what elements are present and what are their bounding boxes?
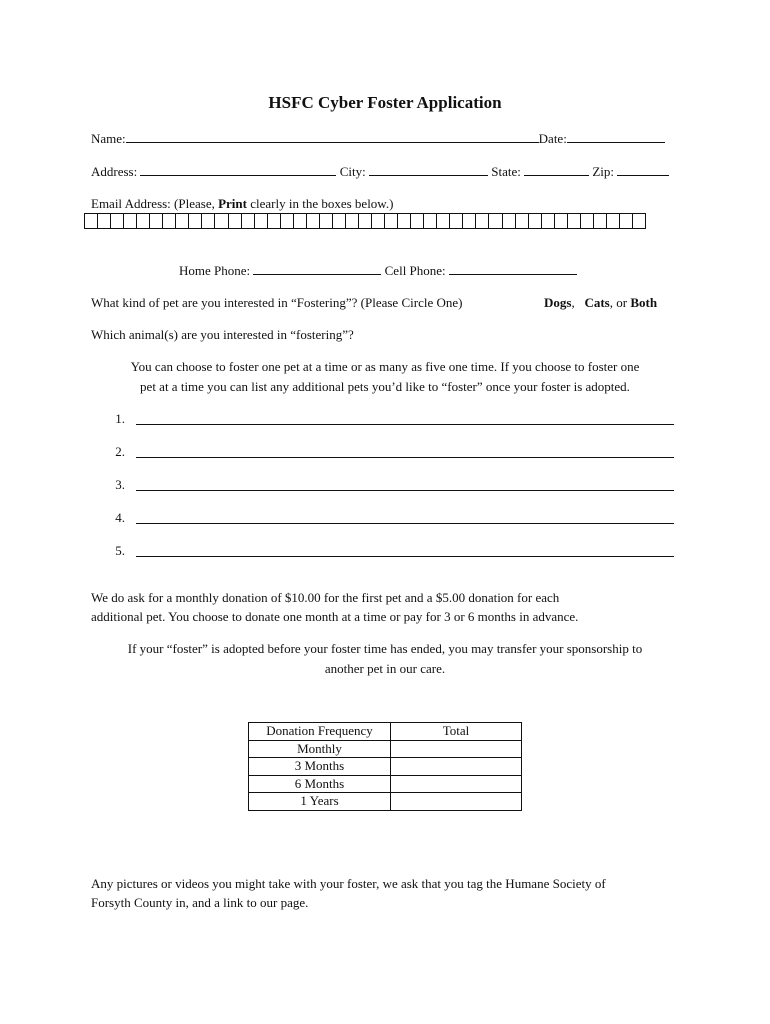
- animal-line-4[interactable]: [136, 523, 674, 524]
- option-separator-1: ,: [571, 295, 575, 310]
- state-label: State:: [491, 164, 521, 179]
- email-char-box[interactable]: [84, 213, 98, 229]
- email-char-box[interactable]: [214, 213, 228, 229]
- page-title: HSFC Cyber Foster Application: [268, 93, 502, 112]
- email-char-box[interactable]: [619, 213, 633, 229]
- row-frequency-monthly: Monthly: [249, 740, 391, 758]
- list-number-3: 3.: [115, 477, 125, 492]
- row-total-monthly[interactable]: [391, 740, 522, 758]
- email-char-box[interactable]: [541, 213, 555, 229]
- email-char-box[interactable]: [502, 213, 516, 229]
- option-both[interactable]: Both: [630, 295, 658, 310]
- email-char-box[interactable]: [515, 213, 529, 229]
- donation-line-2: additional pet. You choose to donate one month at a time or pay for 3 or 6 months in advance.: [91, 609, 579, 624]
- name-date-row: [91, 131, 665, 147]
- email-label: [91, 196, 393, 212]
- list-number-4: 4.: [115, 510, 125, 525]
- email-char-box[interactable]: [201, 213, 215, 229]
- row-total-6-months[interactable]: [391, 775, 522, 793]
- email-char-box[interactable]: [97, 213, 111, 229]
- email-char-box[interactable]: [554, 213, 568, 229]
- email-char-box[interactable]: [175, 213, 189, 229]
- email-label-post: clearly in the boxes below.): [246, 196, 394, 211]
- email-char-box[interactable]: [162, 213, 176, 229]
- option-cats[interactable]: Cats: [584, 295, 610, 310]
- email-char-box[interactable]: [332, 213, 346, 229]
- email-char-box[interactable]: [449, 213, 463, 229]
- closing-line-2: Forsyth County in, and a link to our page.: [91, 895, 309, 910]
- email-label-pre: Email Address: (Please,: [91, 196, 219, 211]
- animals-question: Which animal(s) are you interested in “fostering”?: [91, 327, 354, 342]
- transfer-line-2: another pet in our care.: [324, 661, 446, 676]
- email-char-box[interactable]: [293, 213, 307, 229]
- list-number-2: 2.: [115, 444, 125, 459]
- email-char-box[interactable]: [580, 213, 594, 229]
- email-char-box[interactable]: [384, 213, 398, 229]
- email-char-box[interactable]: [462, 213, 476, 229]
- email-char-box[interactable]: [123, 213, 137, 229]
- home-phone-field[interactable]: [253, 263, 381, 275]
- email-label-bold: Print: [218, 196, 247, 211]
- zip-label: Zip:: [592, 164, 615, 179]
- email-char-box[interactable]: [410, 213, 424, 229]
- email-char-box[interactable]: [632, 213, 646, 229]
- email-char-box[interactable]: [371, 213, 385, 229]
- home-phone-label: Home Phone:: [179, 263, 251, 278]
- date-field[interactable]: [567, 131, 665, 143]
- header-total: Total: [391, 723, 522, 741]
- email-char-box[interactable]: [397, 213, 411, 229]
- cell-phone-field[interactable]: [449, 263, 577, 275]
- name-label: Name:: [91, 131, 126, 146]
- email-char-box[interactable]: [267, 213, 281, 229]
- email-char-box[interactable]: [136, 213, 150, 229]
- address-label: Address:: [91, 164, 138, 179]
- instructions-line-2: pet at a time you can list any additional pets you’d like to “foster” once your foster is adopted.: [140, 379, 630, 394]
- donation-table: [248, 722, 522, 811]
- city-field[interactable]: [369, 164, 488, 176]
- header-donation-frequency: Donation Frequency: [249, 723, 391, 741]
- email-char-box[interactable]: [280, 213, 294, 229]
- row-total-1-years[interactable]: [391, 793, 522, 811]
- address-row: [91, 164, 669, 180]
- email-char-box[interactable]: [228, 213, 242, 229]
- email-char-box[interactable]: [149, 213, 163, 229]
- email-box-grid[interactable]: [84, 213, 645, 229]
- email-char-box[interactable]: [475, 213, 489, 229]
- table-header-row: [249, 723, 522, 741]
- email-char-box[interactable]: [436, 213, 450, 229]
- state-field[interactable]: [524, 164, 589, 176]
- row-total-3-months[interactable]: [391, 758, 522, 776]
- email-char-box[interactable]: [345, 213, 359, 229]
- table-row: [249, 740, 522, 758]
- email-char-box[interactable]: [306, 213, 320, 229]
- animal-line-2[interactable]: [136, 457, 674, 458]
- donation-line-1: We do ask for a monthly donation of $10.00 for the first pet and a $5.00 donation for each: [91, 590, 560, 605]
- row-frequency-1-years: 1 Years: [249, 793, 391, 811]
- list-number-1: 1.: [115, 411, 125, 426]
- pet-options: [544, 295, 657, 311]
- cell-phone-label: Cell Phone:: [384, 263, 446, 278]
- email-char-box[interactable]: [606, 213, 620, 229]
- email-char-box[interactable]: [319, 213, 333, 229]
- email-char-box[interactable]: [188, 213, 202, 229]
- animal-line-5[interactable]: [136, 556, 674, 557]
- date-label: Date:: [538, 131, 567, 146]
- zip-field[interactable]: [617, 164, 669, 176]
- option-dogs[interactable]: Dogs: [544, 295, 572, 310]
- row-frequency-3-months: 3 Months: [249, 758, 391, 776]
- email-char-box[interactable]: [567, 213, 581, 229]
- option-separator-2: , or: [609, 295, 628, 310]
- email-char-box[interactable]: [593, 213, 607, 229]
- email-char-box[interactable]: [241, 213, 255, 229]
- email-char-box[interactable]: [488, 213, 502, 229]
- email-char-box[interactable]: [528, 213, 542, 229]
- closing-line-1: Any pictures or videos you might take with your foster, we ask that you tag the Humane Society of: [91, 876, 606, 891]
- table-row: [249, 793, 522, 811]
- table-row: [249, 758, 522, 776]
- pet-question: What kind of pet are you interested in “Fostering”? (Please Circle One): [91, 295, 463, 310]
- email-char-box[interactable]: [110, 213, 124, 229]
- table-row: [249, 775, 522, 793]
- animal-line-1[interactable]: [136, 424, 674, 425]
- name-field[interactable]: [126, 131, 539, 143]
- email-char-box[interactable]: [254, 213, 268, 229]
- animal-line-3[interactable]: [136, 490, 674, 491]
- instructions-line-1: You can choose to foster one pet at a time or as many as five one time. If you choose to foster one: [130, 359, 640, 374]
- email-char-box[interactable]: [358, 213, 372, 229]
- email-char-box[interactable]: [423, 213, 437, 229]
- phone-row: [179, 263, 577, 279]
- transfer-line-1: If your “foster” is adopted before your foster time has ended, you may transfer your sponsorship to: [127, 641, 643, 656]
- city-label: City:: [339, 164, 366, 179]
- address-field[interactable]: [140, 164, 336, 176]
- row-frequency-6-months: 6 Months: [249, 775, 391, 793]
- list-number-5: 5.: [115, 543, 125, 558]
